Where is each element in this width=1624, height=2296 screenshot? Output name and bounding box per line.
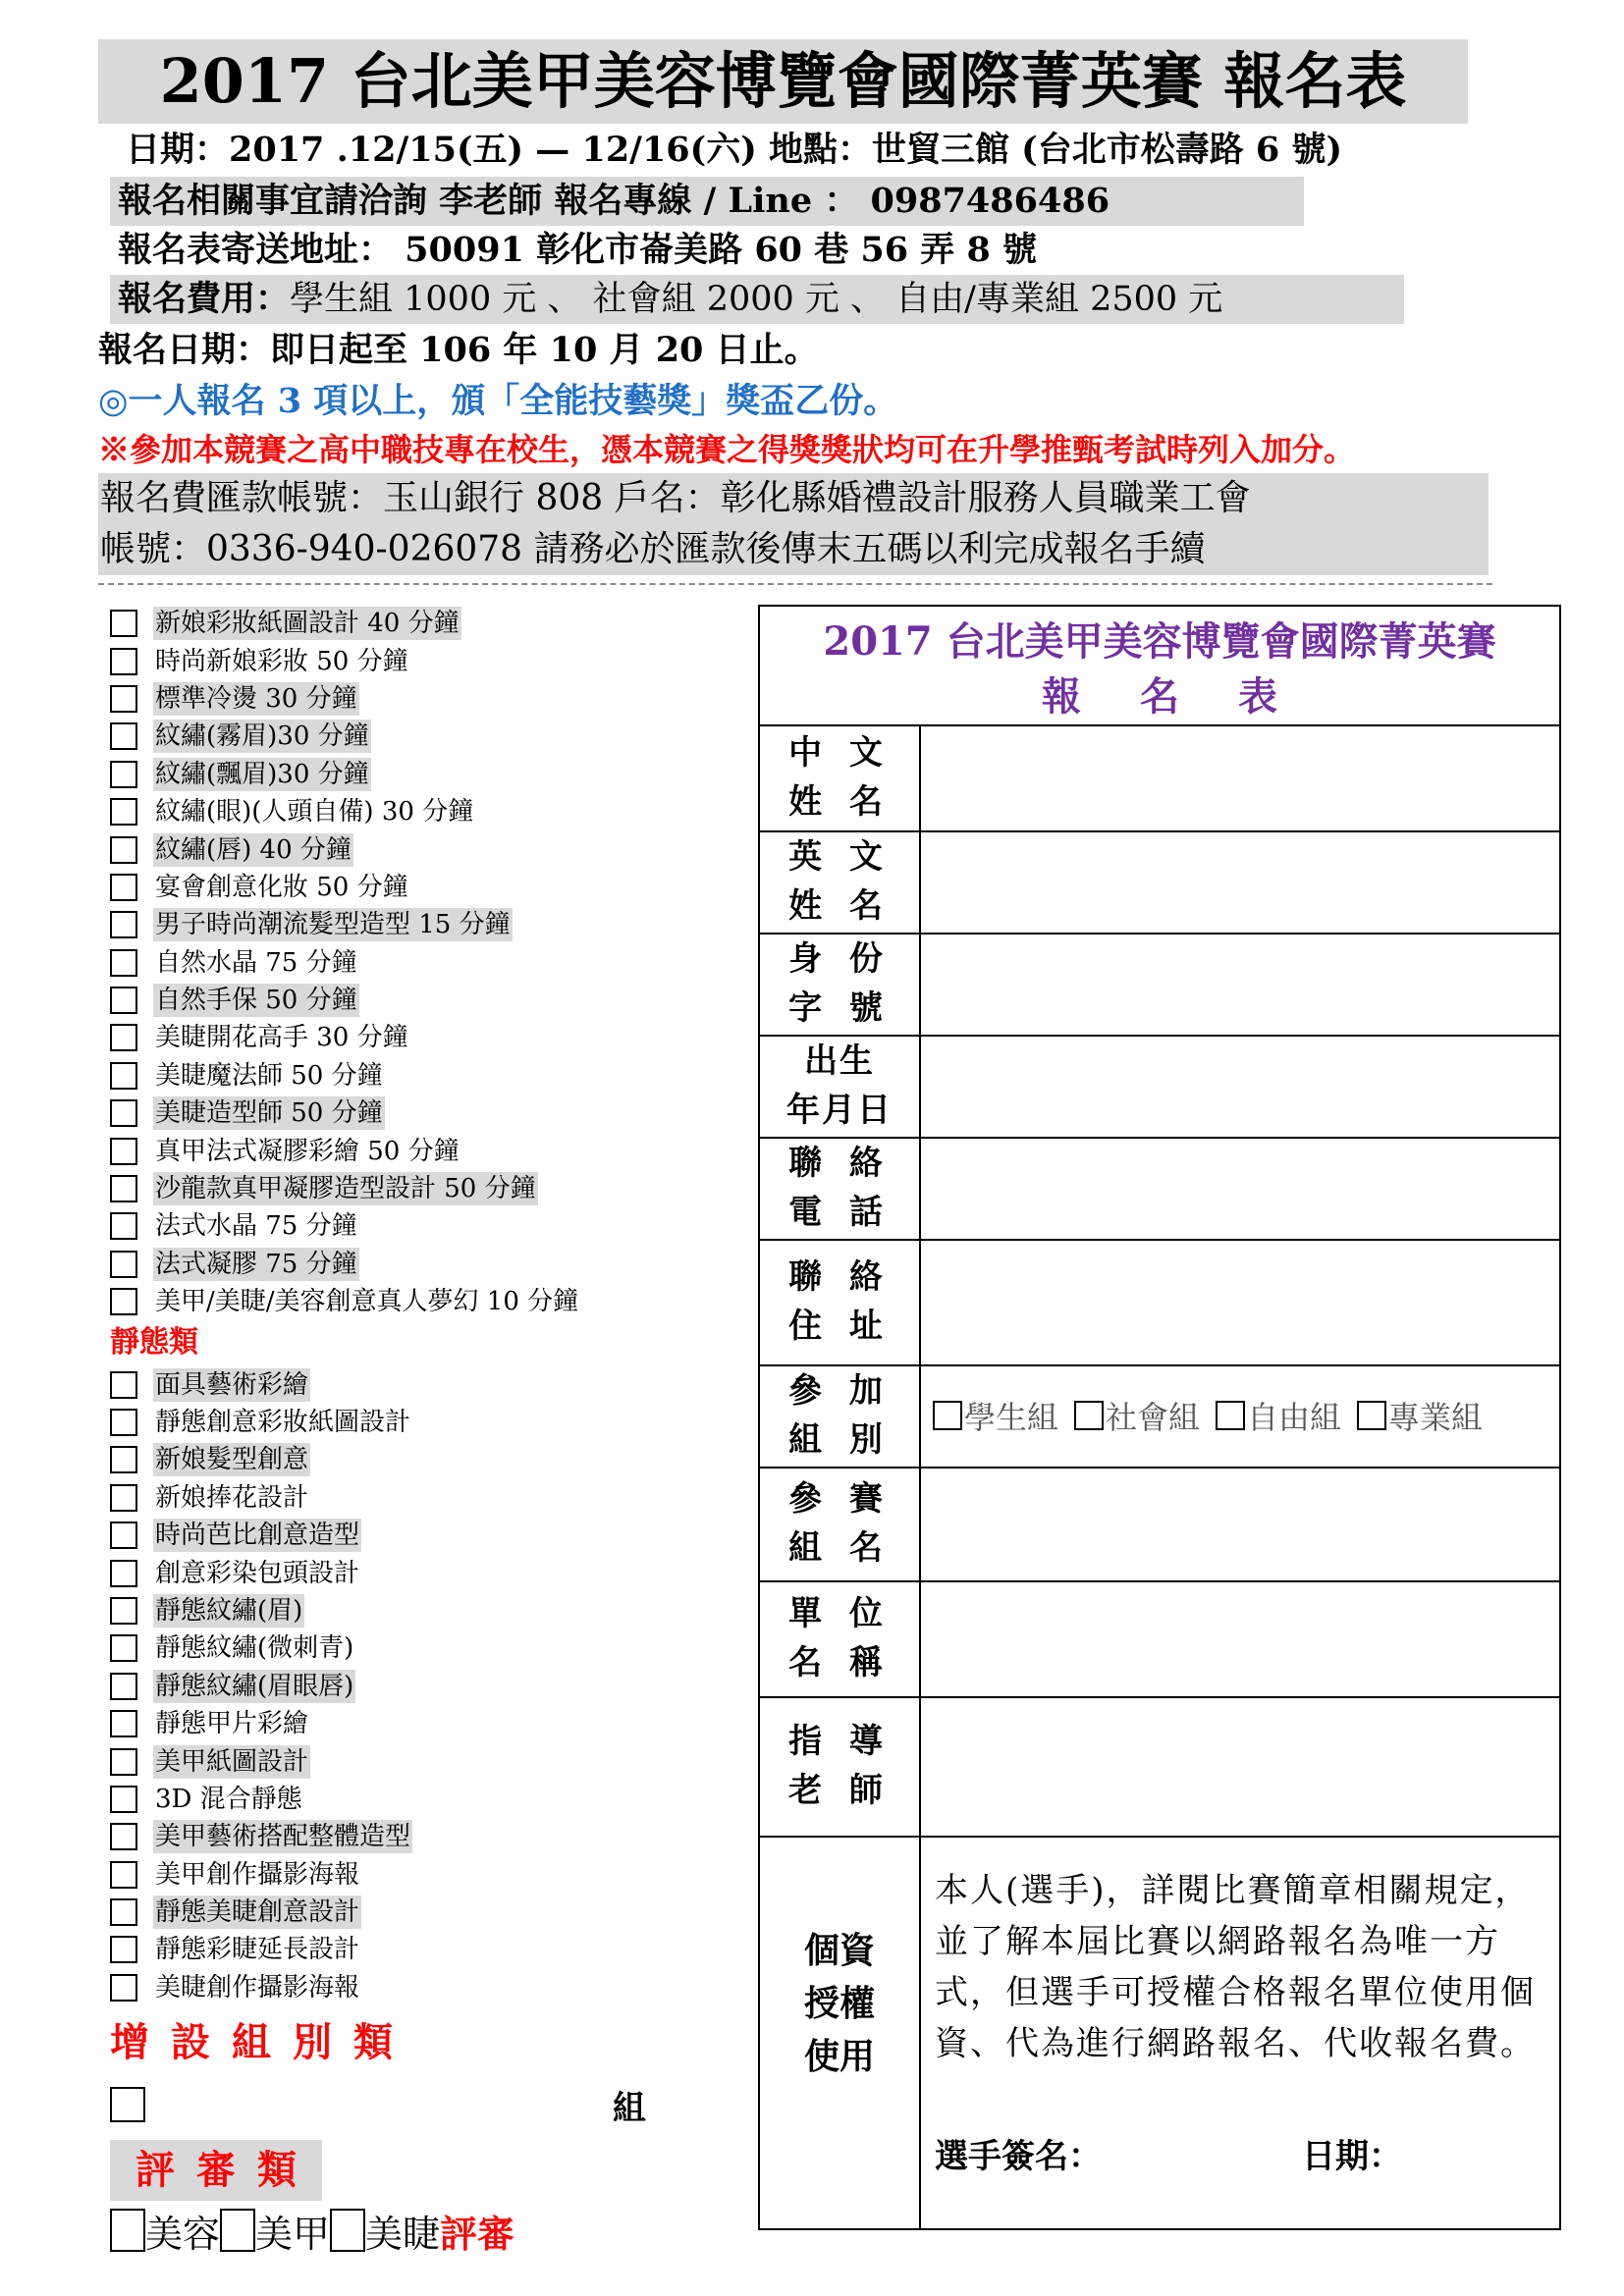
field-label-line2: 老 師 [788, 1771, 891, 1810]
category-label: 美甲/美睫/美容創意真人夢幻 10 分鐘 [155, 1287, 579, 1317]
group-option[interactable] [933, 1393, 1058, 1438]
category-label: 紋繡(霧眉)30 分鐘 [155, 721, 369, 752]
field-label [760, 728, 919, 827]
bank-account-line: 報名費匯款帳號：玉山銀行 808 戶名：彰化縣婚禮設計服務人員職業工會 [100, 478, 1251, 518]
category-label: 靜態紋繡(眉) [155, 1595, 303, 1626]
category-item [110, 1629, 738, 1667]
field-label-line2: 字 號 [788, 988, 891, 1028]
field-label-line2: 年月日 [786, 1091, 893, 1130]
event-date-location: 日期：2017 .12/15(五) — 12/16(六) 地點：世貿三館 (台北市松壽路 6 號) [126, 130, 1342, 170]
category-label: 時尚新娘彩妝 50 分鐘 [155, 646, 408, 676]
registration-form [758, 605, 1561, 2230]
fee-text: 學生組 1000 元 、 社會組 2000 元 、 自由/專業組 2500 元 [290, 280, 1223, 319]
bank-info-box [98, 473, 1489, 575]
consent-text: 本人(選手)，詳閱比賽簡章相關規定，並了解本屆比賽以網路報名為唯一方式，但選手可授權合格報名單位使用個資、代為進行網路報名、代收報名費。 [935, 1871, 1536, 2063]
category-item [110, 1554, 738, 1591]
category-label: 美睫魔法師 50 分鐘 [155, 1060, 383, 1091]
category-item [110, 1207, 738, 1245]
category-item [110, 1479, 738, 1517]
category-checkbox[interactable] [110, 1673, 137, 1700]
category-checkbox[interactable] [110, 911, 137, 938]
judge-option-checkbox[interactable] [220, 2209, 255, 2252]
category-item [110, 1170, 738, 1207]
category-label: 真甲法式凝膠彩繪 50 分鐘 [155, 1136, 460, 1166]
category-label: 美睫開花高手 30 分鐘 [155, 1023, 408, 1053]
category-item [110, 1969, 738, 2006]
category-label: 新娘彩妝紙圖設計 40 分鐘 [155, 609, 460, 639]
category-checkbox[interactable] [110, 1062, 137, 1090]
category-checkbox[interactable] [110, 1212, 137, 1240]
group-option[interactable] [1216, 1393, 1341, 1438]
field-label-line2: 組 名 [788, 1528, 891, 1568]
category-label: 新娘捧花設計 [155, 1482, 309, 1513]
form-title [760, 607, 1559, 724]
category-item [110, 680, 738, 718]
form-column-divider [919, 724, 921, 2228]
field-input[interactable] [923, 1582, 1557, 1694]
field-label [760, 832, 919, 931]
field-input[interactable] [923, 1468, 1557, 1578]
category-label: 靜態彩睫延長設計 [155, 1935, 360, 1965]
group-option-label: 學生組 [964, 1399, 1059, 1436]
category-item [110, 1894, 738, 1931]
field-input[interactable] [923, 1139, 1557, 1237]
field-label [760, 1717, 919, 1815]
category-checkbox[interactable] [110, 1288, 137, 1315]
category-label: 新娘髮型創意 [155, 1445, 309, 1475]
category-item [110, 1404, 738, 1441]
field-label-line2: 名 稱 [788, 1643, 891, 1682]
judge-category-heading: 評審類 [110, 2140, 322, 2201]
consent-label-line: 個資 [803, 1930, 875, 1971]
field-label-line1: 聯 絡 [788, 1257, 891, 1297]
category-checkbox[interactable] [110, 1560, 137, 1587]
field-input[interactable] [923, 1241, 1557, 1362]
category-item [110, 1781, 738, 1818]
field-label-line1: 單 位 [788, 1594, 891, 1633]
category-label: 男子時尚潮流髮型造型 15 分鐘 [155, 910, 511, 940]
category-label: 法式水晶 75 分鐘 [155, 1211, 357, 1242]
category-checkbox[interactable] [110, 1748, 137, 1776]
category-checkbox[interactable] [110, 648, 137, 675]
category-checkbox[interactable] [110, 1409, 137, 1436]
form-row-divider [760, 1836, 1559, 1838]
contact-line: 報名相關事宜請洽詢 李老師 報名專線 / Line ： 0987486486 [110, 177, 1304, 226]
category-checkbox[interactable] [110, 1024, 137, 1051]
judge-option-checkbox[interactable] [330, 2209, 365, 2252]
category-checkbox[interactable] [110, 610, 137, 637]
registration-deadline: 報名日期：即日起至 106 年 10 月 20 日止。 [98, 330, 819, 370]
field-input[interactable] [923, 832, 1557, 931]
category-label: 面具藝術彩繪 [155, 1369, 309, 1400]
group-option[interactable] [1357, 1393, 1483, 1438]
field-input[interactable] [923, 1698, 1557, 1834]
group-option[interactable] [1074, 1393, 1200, 1438]
category-label: 時尚芭比創意造型 [155, 1521, 360, 1551]
field-label-line1: 中 文 [788, 733, 891, 773]
category-checkbox[interactable] [110, 1371, 137, 1399]
category-item [110, 982, 738, 1019]
added-category-heading: 增設組別類 [110, 2019, 414, 2066]
category-checkbox[interactable] [110, 1522, 137, 1549]
category-item [110, 1246, 738, 1283]
group-options [933, 1391, 1498, 1440]
student-bonus-notice: ※參加本競賽之高中職技專在校生，憑本競賽之得獎獎狀均可在升學推甄考試時列入加分。 [98, 431, 1356, 468]
category-item [110, 1668, 738, 1705]
signature-label: 選手簽名： [935, 2137, 1102, 2176]
category-checkbox[interactable] [110, 836, 137, 864]
sign-date-label: 日期： [1302, 2137, 1402, 2176]
field-label [760, 1366, 919, 1465]
fee-label: 報名費用： [118, 279, 291, 319]
category-label: 紋繡(飄眉)30 分鐘 [155, 759, 369, 789]
field-label [760, 1253, 919, 1351]
field-label-line2: 姓 名 [788, 886, 891, 926]
category-label: 靜態紋繡(微刺青) [155, 1633, 354, 1664]
all-round-award-note: ◎一人報名 3 項以上，頒「全能技藝獎」獎盃乙份。 [98, 381, 898, 421]
category-item [110, 718, 738, 755]
group-option-label: 專業組 [1388, 1399, 1484, 1436]
category-item [110, 605, 738, 642]
judge-suffix: 評審 [440, 2211, 515, 2256]
category-checkbox[interactable] [110, 1099, 137, 1127]
category-item [110, 1441, 738, 1478]
category-item [110, 869, 738, 906]
field-label-line1: 聯 絡 [788, 1144, 891, 1183]
category-checkbox[interactable] [110, 1446, 137, 1473]
category-checkbox[interactable] [110, 874, 137, 901]
category-checkbox[interactable] [110, 1634, 137, 1662]
category-label: 美甲藝術搭配整體造型 [155, 1822, 411, 1852]
category-item [110, 793, 738, 830]
category-label: 靜態紋繡(眉眼唇) [155, 1671, 354, 1701]
category-item [110, 1283, 738, 1320]
static-category-list [110, 1365, 738, 2006]
form-title-line1: 2017 台北美甲美容博覽會國際菁英賽 [823, 618, 1496, 665]
field-label [760, 1589, 919, 1687]
category-item [110, 944, 738, 982]
cut-line [98, 583, 1492, 585]
field-label-line1: 身 份 [788, 939, 891, 979]
field-label-line2: 組 別 [788, 1420, 891, 1460]
category-checkbox[interactable] [110, 1898, 137, 1926]
category-item [110, 1931, 738, 1968]
category-checkbox[interactable] [110, 1251, 137, 1278]
judge-option-label: 美容 [145, 2212, 221, 2256]
judge-options-row [110, 2201, 738, 2260]
category-checkbox[interactable] [110, 798, 137, 826]
category-item [110, 1856, 738, 1894]
field-input[interactable] [923, 1037, 1557, 1135]
category-checkbox[interactable] [110, 1138, 137, 1165]
category-label: 沙龍款真甲凝膠造型設計 50 分鐘 [155, 1174, 536, 1204]
category-checkbox[interactable] [110, 1175, 137, 1202]
field-input[interactable] [923, 934, 1557, 1033]
group-option-label: 自由組 [1247, 1399, 1342, 1436]
added-category-suffix: 組 [613, 2088, 646, 2128]
category-item [110, 1057, 738, 1095]
category-checkbox[interactable] [110, 685, 137, 713]
group-option-checkbox[interactable] [1074, 1401, 1104, 1430]
category-checkbox[interactable] [110, 949, 137, 977]
added-category-row [110, 2073, 738, 2136]
category-item [110, 830, 738, 868]
added-category-checkbox[interactable] [110, 2087, 145, 2122]
field-label-line2: 姓 名 [788, 782, 891, 822]
category-checkbox[interactable] [110, 987, 137, 1014]
dynamic-category-list [110, 605, 738, 1320]
category-label: 創意彩染包頭設計 [155, 1558, 360, 1588]
fee-line [110, 275, 1404, 324]
field-label-line1: 指 導 [788, 1722, 891, 1761]
category-checkbox[interactable] [110, 1823, 137, 1850]
category-checkbox[interactable] [110, 761, 137, 788]
category-label: 靜態甲片彩繪 [155, 1709, 309, 1739]
category-label: 靜態美睫創意設計 [155, 1897, 360, 1928]
category-checkbox[interactable] [110, 1861, 137, 1889]
category-item [110, 1742, 738, 1780]
category-label: 紋繡(眼)(人頭自備) 30 分鐘 [155, 797, 474, 828]
category-label: 美睫造型師 50 分鐘 [155, 1098, 383, 1129]
consent-label [760, 1924, 919, 2083]
category-checkbox[interactable] [110, 1786, 137, 1813]
category-item [110, 756, 738, 793]
field-label [760, 1474, 919, 1573]
category-checkbox[interactable] [110, 1936, 137, 1963]
field-label-line1: 出生 [804, 1041, 875, 1081]
category-checklist [110, 605, 738, 2260]
field-label [760, 1139, 919, 1237]
category-label: 美甲創作攝影海報 [155, 1859, 360, 1890]
field-label-line2: 電 話 [788, 1193, 891, 1232]
category-checkbox[interactable] [110, 1974, 137, 2002]
category-item [110, 1592, 738, 1629]
field-label [760, 934, 919, 1033]
category-label: 靜態創意彩妝紙圖設計 [155, 1408, 411, 1437]
category-label: 宴會創意化妝 50 分鐘 [155, 872, 408, 902]
group-option-checkbox[interactable] [1357, 1401, 1386, 1430]
category-label: 美睫創作攝影海報 [155, 1972, 360, 2002]
field-label-line1: 英 文 [788, 837, 891, 877]
category-label: 3D 混合靜態 [155, 1784, 302, 1814]
judge-option-label: 美甲 [255, 2212, 331, 2256]
consent-label-line: 授權 [803, 1983, 875, 2024]
category-label: 自然水晶 75 分鐘 [155, 947, 357, 978]
mailing-address: 報名表寄送地址： 50091 彰化市崙美路 60 巷 56 弄 8 號 [118, 230, 1038, 270]
judge-option-label: 美睫 [365, 2212, 441, 2256]
group-option-checkbox[interactable] [933, 1401, 962, 1430]
field-label [760, 1037, 919, 1135]
form-title-line2: 報名表 [1042, 673, 1336, 720]
category-item [110, 1132, 738, 1169]
consent-label-line: 使用 [803, 2036, 875, 2077]
category-label: 紋繡(唇) 40 分鐘 [155, 834, 352, 865]
group-option-checkbox[interactable] [1216, 1401, 1245, 1430]
category-checkbox[interactable] [110, 1484, 137, 1512]
category-checkbox[interactable] [110, 1597, 137, 1625]
category-label: 自然手保 50 分鐘 [155, 986, 357, 1016]
account-number-line: 帳號：0336-940-026078 請務必於匯款後傳末五碼以利完成報名手續 [100, 529, 1206, 569]
category-item [110, 1818, 738, 1855]
group-option-label: 社會組 [1106, 1399, 1201, 1436]
sign-date-field[interactable] [1410, 2132, 1547, 2181]
category-checkbox[interactable] [110, 1710, 137, 1737]
field-input[interactable] [923, 726, 1557, 828]
static-category-heading: 靜態類 [110, 1325, 198, 1361]
category-label: 標準冷燙 30 分鐘 [155, 683, 357, 714]
category-item [110, 1705, 738, 1742]
category-item [110, 642, 738, 679]
page-title: 2017 台北美甲美容博覽會國際菁英賽 報名表 [98, 39, 1468, 124]
category-label: 法式凝膠 75 分鐘 [155, 1249, 357, 1279]
category-item [110, 1365, 738, 1403]
judge-option-checkbox[interactable] [110, 2209, 145, 2252]
category-item [110, 1095, 738, 1132]
category-item [110, 1517, 738, 1554]
field-label-line2: 住 址 [788, 1307, 891, 1346]
category-label: 美甲紙圖設計 [155, 1746, 309, 1777]
field-label-line1: 參 賽 [788, 1479, 891, 1519]
category-checkbox[interactable] [110, 722, 137, 750]
category-item [110, 1019, 738, 1056]
field-label-line1: 參 加 [788, 1371, 891, 1411]
category-item [110, 906, 738, 943]
